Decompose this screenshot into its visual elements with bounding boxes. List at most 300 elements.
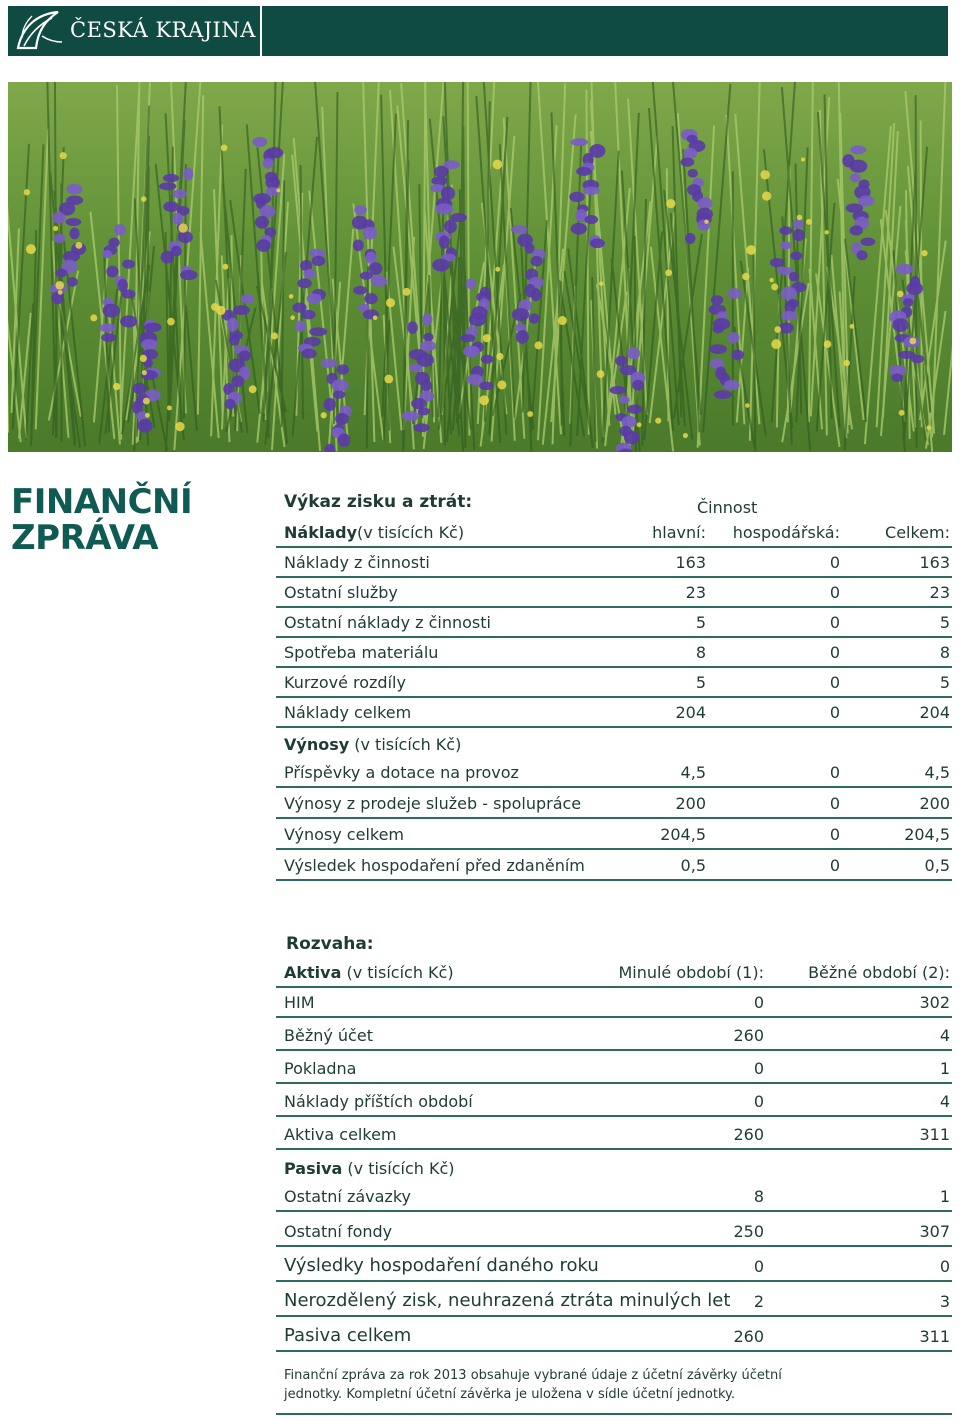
bs-liab-row-value: 250 [733,1222,764,1241]
bs-liab-row-value: 307 [919,1222,950,1241]
yellow-flower [141,196,147,202]
yellow-flower [384,375,393,384]
sage-flower [252,137,267,147]
pl-cost-row-value: 0 [829,703,840,722]
sage-flower [627,405,642,414]
sage-flower [144,323,162,332]
bs-asset-row-label: HIM [284,993,315,1012]
sage-flower [423,333,433,341]
bs-col-previous: Minulé období (1): [618,963,764,982]
sage-flower [102,250,112,258]
bs-liab-row [276,1287,952,1317]
pl-cost-row [276,578,952,608]
yellow-flower [637,422,642,427]
sage-flower [297,278,312,288]
yellow-flower [271,332,278,339]
sage-flower [360,272,373,280]
sage-flower [402,411,419,421]
pl-cost-row-value: 0 [829,613,840,632]
sage-flower [688,169,699,178]
sage-flower [569,192,585,202]
yellow-flower [760,170,769,179]
sage-flower [789,272,799,282]
sage-flower [724,380,740,390]
sage-flower [337,364,349,374]
sage-flower [793,229,805,241]
sage-flower [622,416,637,428]
yellow-flower [276,188,280,192]
yellow-flower [746,245,756,255]
sage-flower [511,225,528,233]
yellow-flower [175,422,184,431]
pl-cost-row-label: Ostatní náklady z činnosti [284,613,491,632]
sage-flower [256,239,270,252]
yellow-flower [599,281,603,285]
sage-flower [422,313,432,325]
sage-flower [121,289,136,298]
pl-cost-row-value: 0 [829,583,840,602]
bs-asset-row-value: 0 [753,1059,764,1078]
pl-cost-row-label: Náklady celkem [284,703,412,722]
yellow-flower [145,413,150,418]
sage-flower [619,396,630,404]
sage-flower [627,347,640,359]
yellow-flower [597,370,605,378]
yellow-flower [926,425,931,430]
pl-cost-row-label: Náklady z činnosti [284,553,430,572]
sage-flower [444,220,457,233]
bs-asset-row [276,1087,952,1117]
bs-liab-header [284,1159,455,1178]
bs-asset-row-value: 1 [939,1059,950,1078]
pl-cost-row [276,638,952,668]
sage-flower [227,318,239,331]
bs-liab-row-value: 3 [939,1292,950,1311]
yellow-flower [921,250,927,256]
pl-cost-row-value: 163 [919,553,950,572]
pl-cost-row-value: 8 [939,643,950,662]
pl-revenue-row-value: 0,5 [924,856,950,875]
sage-flower [303,269,316,279]
leaf-logo-icon [12,8,66,54]
pl-col-main: hlavní: [652,523,706,542]
yellow-flower [140,355,147,362]
sage-flower [584,215,598,224]
pl-revenue-row-label: Výnosy z prodeje služeb - spolupráce [284,794,582,813]
yellow-flower [797,215,803,221]
bs-liab-row [276,1252,952,1282]
yellow-flower [221,144,228,151]
sage-flower [324,398,336,411]
pl-revenue-row [276,789,952,819]
sage-flower [102,304,119,318]
sage-flower [163,201,179,212]
yellow-flower [801,157,805,161]
sage-flower [301,349,316,359]
sage-flower [680,157,694,166]
bs-liab-row-label: Ostatní závazky [284,1187,411,1206]
bs-liab-row [276,1217,952,1247]
sage-flower [409,364,422,372]
section-title [11,484,192,556]
yellow-flower [167,318,175,326]
sage-flower [229,335,240,346]
bs-assets-header [284,963,454,982]
sage-flower [790,251,802,260]
sage-flower [463,346,480,358]
grass-blade [916,95,917,448]
sage-flower [161,251,174,264]
meadow-sage-image [8,82,952,452]
sage-flower [781,311,797,321]
bs-liab-row-label: Pasiva celkem [284,1325,412,1346]
pl-revenue-row-label: Výnosy celkem [284,825,405,844]
pl-revenue-row-value: 0 [829,825,840,844]
bs-asset-row-value: 0 [753,1092,764,1111]
sage-flower [685,233,695,244]
yellow-flower [289,294,294,299]
pl-cost-row-value: 204 [675,703,706,722]
yellow-flower [745,403,750,408]
pl-revenue-row-value: 200 [675,794,706,813]
sage-flower [69,227,79,239]
yellow-flower [774,326,781,333]
pl-cost-row-value: 5 [939,673,950,692]
sage-flower [439,235,450,249]
meadow-photo [8,82,952,452]
yellow-flower [403,288,411,296]
sage-flower [683,148,697,159]
grass-blade [444,245,445,445]
yellow-flower [216,306,225,315]
sage-flower [431,176,447,185]
yellow-flower [909,338,916,345]
pl-costs-header [284,523,464,542]
sage-flower [106,266,118,278]
sage-flower [295,321,306,333]
sage-flower [233,305,250,315]
yellow-flower [58,290,63,295]
sage-flower [571,138,588,146]
sage-flower [302,310,316,320]
yellow-flower [897,291,904,298]
pl-cost-row-value: 5 [695,673,706,692]
bs-asset-row-label: Náklady příštích období [284,1092,473,1111]
pl-revenue-row-value: 204,5 [660,825,706,844]
yellow-flower [497,380,506,389]
logo-text: ČESKÁ KRAJINA [70,18,256,42]
bs-col-current: Běžné období (2): [808,963,950,982]
sage-flower [55,269,67,278]
sage-flower [615,356,627,367]
sage-flower [793,219,804,228]
yellow-flower [26,244,36,254]
yellow-flower [558,316,567,325]
bs-assets-header-rest: (v tisících Kč) [341,963,454,982]
pl-cost-row-label: Ostatní služby [284,583,398,602]
sage-flower [312,256,326,266]
bs-liab-header-bold: Pasiva [284,1159,343,1178]
pl-cost-row-value: 23 [929,583,950,602]
yellow-flower [535,341,543,349]
sage-flower [860,237,875,246]
sage-flower [66,184,82,194]
bs-asset-row-value: 4 [939,1026,950,1045]
yellow-flower [90,314,97,321]
grass-blade [561,281,562,425]
pl-cost-row [276,608,952,638]
sage-flower [333,391,346,399]
sage-flower [857,250,868,260]
sage-flower [353,286,367,295]
sage-flower [99,323,116,332]
pl-cost-row-label: Spotřeba materiálu [284,643,439,662]
yellow-flower [290,315,295,320]
sage-flower [779,226,792,234]
sage-flower [481,355,494,364]
sage-flower [632,380,644,391]
sage-flower [850,145,866,154]
sage-flower [713,325,724,334]
header-bar [8,6,948,56]
sage-flower [354,205,367,214]
bs-asset-row [276,1054,952,1084]
sage-flower [120,315,137,327]
yellow-flower [806,219,812,225]
bs-assets-header-bold: Aktiva [284,963,342,982]
sage-flower [590,238,605,248]
bs-liab-row-value: 0 [753,1257,764,1276]
bs-liab-row-label: Výsledky hospodaření daného roku [284,1255,599,1276]
sage-flower [732,350,744,361]
bs-liab-row-value: 260 [733,1327,764,1346]
pl-costs-header-rest: (v tisících Kč) [357,523,465,542]
sage-flower [711,295,723,305]
pl-revenue-row-value: 204,5 [904,825,950,844]
pl-cost-row-value: 23 [685,583,706,602]
sage-flower [132,383,146,394]
sage-flower [624,430,639,444]
bs-asset-row-value: 4 [939,1092,950,1111]
bs-asset-row-value: 0 [753,993,764,1012]
sage-flower [911,355,924,364]
sage-flower [321,359,337,369]
sage-flower [892,318,908,332]
sage-flower [780,241,791,249]
sage-flower [512,308,530,321]
sage-flower [241,294,254,304]
sage-flower [137,419,152,433]
sage-flower [610,386,627,394]
pl-revenue-row-value: 4,5 [924,763,950,782]
bs-asset-row [276,1120,952,1150]
yellow-flower [53,226,58,231]
sage-flower [413,423,429,432]
bs-asset-row-label: Běžný účet [284,1026,373,1045]
bs-liab-row [276,1322,952,1352]
sage-flower [420,341,436,351]
sage-flower [466,278,476,289]
sage-flower [583,187,600,195]
sage-flower [906,282,923,295]
sage-flower [516,330,529,344]
header-divider [260,6,262,56]
yellow-flower [143,398,150,405]
sage-flower [479,382,494,391]
sage-flower [434,166,448,178]
sage-flower [366,252,377,264]
yellow-flower [24,189,30,195]
yellow-flower [75,242,82,249]
yellow-flower [55,281,64,290]
yellow-flower [178,223,187,232]
sage-flower [850,160,868,173]
section-title-line1: FINANČNÍ [11,482,193,522]
pl-header-row [276,518,952,548]
sage-flower [407,321,417,334]
bs-asset-row-value: 311 [919,1125,950,1144]
yellow-flower [483,334,491,342]
pl-cost-row-value: 163 [675,553,706,572]
yellow-flower [249,385,257,393]
yellow-flower [844,360,850,366]
yellow-flower [665,269,672,276]
grass-blade [921,120,922,427]
yellow-flower [849,324,854,329]
pl-revenue-row [276,851,952,881]
sage-flower [353,239,364,251]
bs-asset-row-value: 260 [733,1125,764,1144]
bs-header-row [276,958,952,988]
yellow-flower [666,199,675,208]
bs-liab-header-row [276,1152,952,1182]
yellow-flower [769,278,773,282]
sage-flower [432,259,450,272]
yellow-flower [113,383,120,390]
yellow-flower [479,395,489,405]
yellow-flower [223,264,229,270]
yellow-flower [321,412,327,418]
sage-flower [891,373,903,382]
sage-flower [141,339,158,350]
yellow-flower [824,340,832,348]
logo[interactable] [8,6,258,56]
footnote-line1: Finanční zpráva za rok 2013 obsahuje vybrané údaje z účetní závěrky účetní [284,1368,782,1383]
pl-cost-row-label: Kurzové rozdíly [284,673,406,692]
pl-group-header: Činnost [697,498,758,517]
sage-flower [728,332,740,344]
sage-flower [418,407,430,415]
bottom-rule [276,1413,952,1415]
yellow-flower [496,353,503,360]
pl-col-total: Celkem: [885,523,950,542]
bs-liab-row [276,1182,952,1212]
bs-liab-header-rest: (v tisících Kč) [342,1159,455,1178]
pl-cost-row-value: 5 [939,613,950,632]
sage-flower [363,227,377,240]
yellow-flower [899,410,905,416]
footnote-line2: jednotky. Kompletní účetní závěrka je uložena v sídle účetní jednotky. [284,1387,736,1402]
pl-title: Výkaz zisku a ztrát: [284,492,473,512]
bs-title: Rozvaha: [286,934,374,954]
pl-cost-row-value: 0 [829,673,840,692]
bs-asset-row [276,1021,952,1051]
bs-liab-row-value: 0 [939,1257,950,1276]
bs-liab-row-value: 311 [919,1327,950,1346]
sage-flower [530,256,542,267]
sage-flower [67,277,78,287]
pl-costs-header-bold: Náklady [284,523,357,542]
pl-revenue-row-value: 4,5 [680,763,706,782]
sage-flower [262,158,273,169]
sage-flower [850,173,860,182]
sage-flower [850,225,863,235]
yellow-flower [142,370,147,375]
sage-flower [225,399,236,410]
sage-flower [335,413,349,425]
yellow-flower [167,405,172,410]
sage-flower [66,218,82,226]
sage-flower [255,216,269,229]
pl-cost-row [276,668,952,698]
yellow-flower [495,267,500,272]
sage-flower [173,189,187,199]
pl-revenue-row [276,758,952,788]
pl-revenue-header-rest: (v tisících Kč) [349,735,462,754]
yellow-flower [704,219,708,223]
pl-revenue-row-value: 0 [829,794,840,813]
sage-flower [436,203,453,214]
sage-flower [122,259,135,268]
yellow-flower [493,160,503,170]
pl-cost-row-value: 8 [695,643,706,662]
pl-revenue-row-value: 200 [919,794,950,813]
sage-flower [371,276,387,287]
sage-flower [714,390,732,399]
pl-cost-row [276,548,952,578]
footnote [284,1366,804,1404]
pl-revenue-row-label: Příspěvky a dotace na provoz [284,763,519,782]
pl-revenue-row-value: 0 [829,856,840,875]
yellow-flower [771,283,778,290]
section-title-line2: ZPRÁVA [11,518,159,558]
sage-flower [159,182,176,190]
sage-flower [364,293,378,304]
bs-asset-row-value: 302 [919,993,950,1012]
yellow-flower [683,433,688,438]
sage-flower [331,379,348,391]
pl-revenue-row-label: Výsledek hospodaření před zdaněním [284,856,585,875]
sage-flower [178,231,193,243]
yellow-flower [527,411,533,417]
pl-cost-row [276,698,952,728]
yellow-flower [771,339,781,349]
yellow-flower [60,152,67,159]
bs-asset-row [276,988,952,1018]
yellow-flower [386,298,395,307]
pl-cost-row-value: 5 [695,613,706,632]
sage-flower [172,213,183,225]
bs-liab-row-value: 2 [753,1292,764,1311]
sage-flower [54,234,65,244]
bs-liab-row-value: 8 [753,1187,764,1206]
sage-flower [571,223,587,235]
pl-col-economic: hospodářská: [732,523,840,542]
pl-cost-row-value: 204 [919,703,950,722]
sage-flower [576,167,592,176]
sage-flower [163,174,179,182]
grass-blade [367,266,368,448]
